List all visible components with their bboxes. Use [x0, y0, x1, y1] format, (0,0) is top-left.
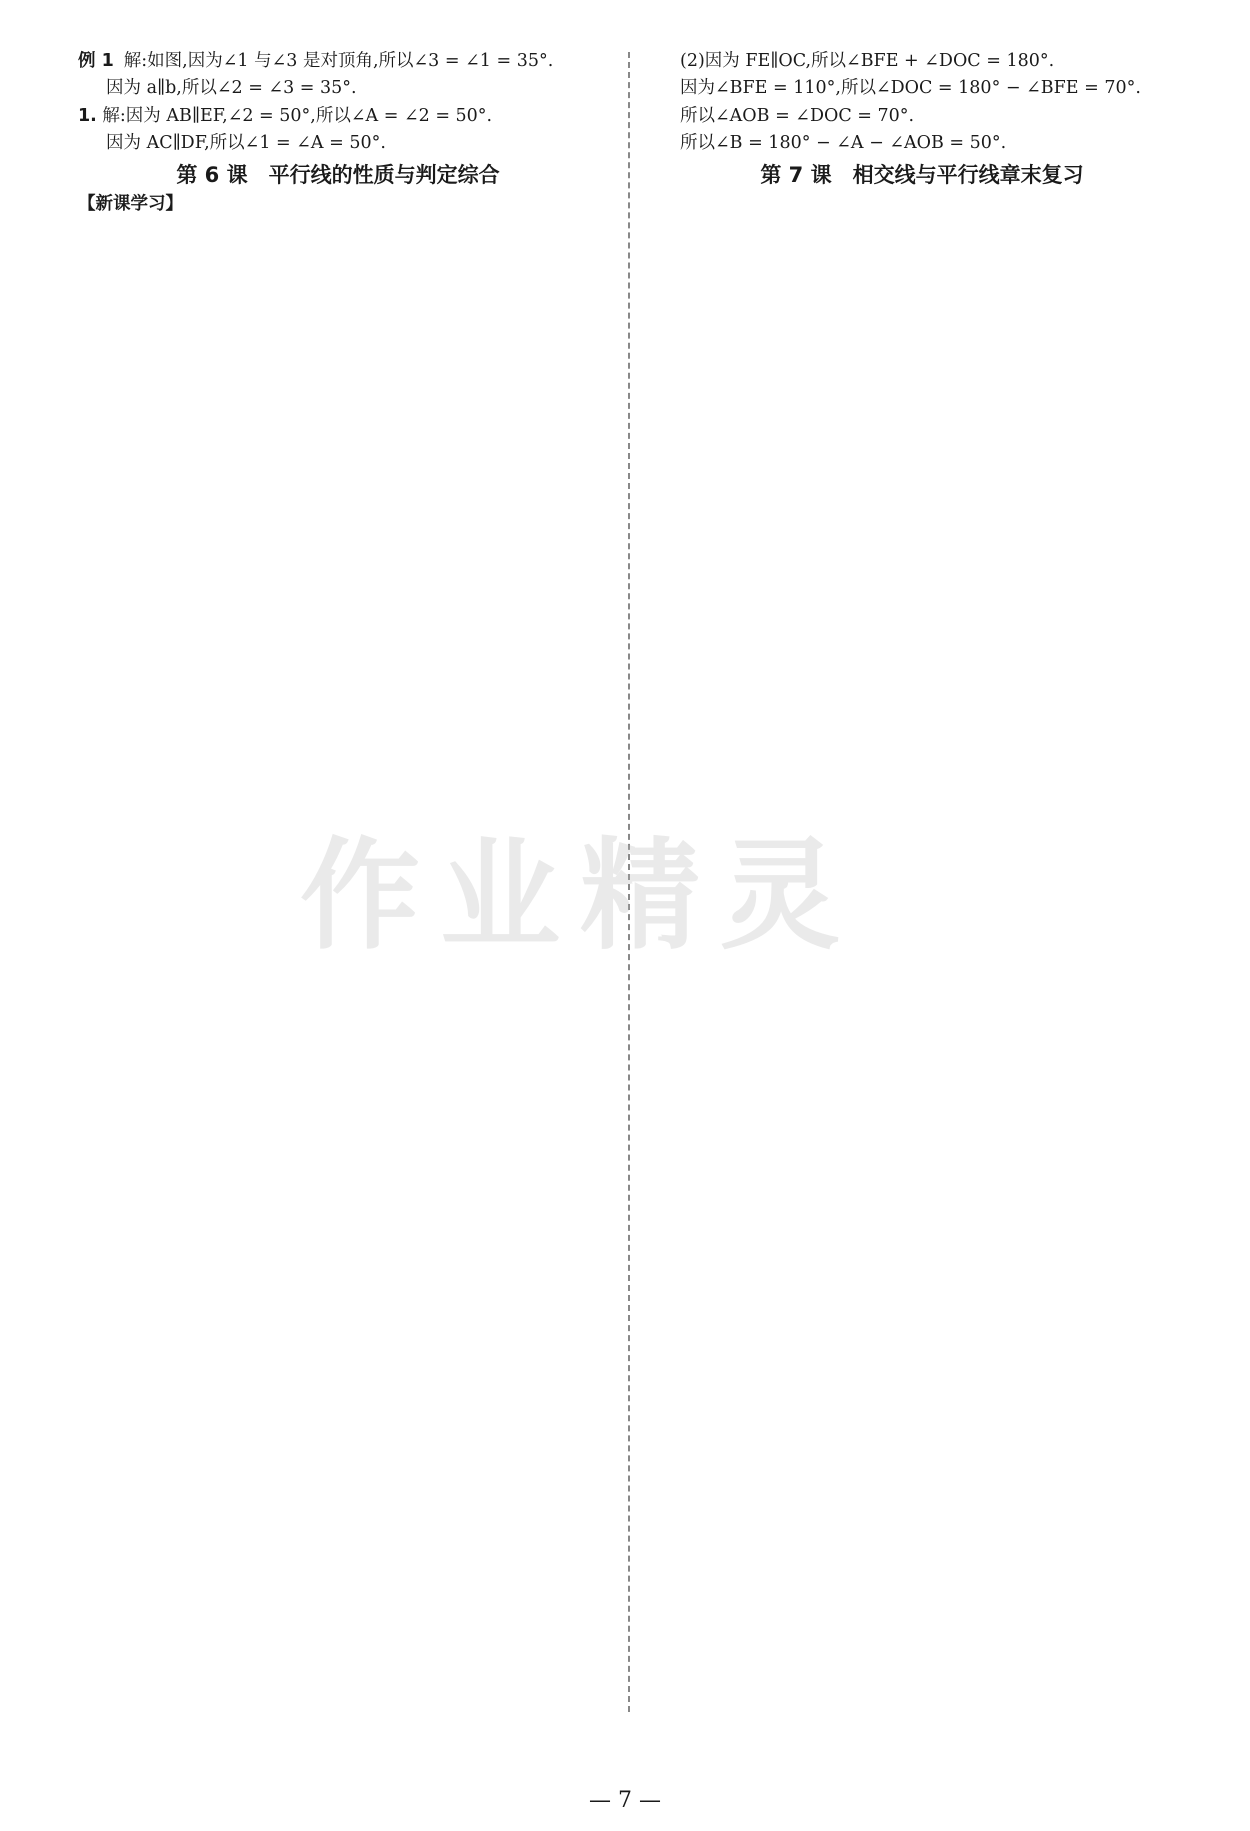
watermark: 作业精灵	[300, 827, 860, 966]
right-column: (2)因为 FE∥OC,所以∠BFE + ∠DOC = 180°. 因为∠BFE = 110°,所以∠DOC = 180° − ∠BFE = 70°. 所以∠AOB = ∠DOC = 70°. 所以∠B = 180° − ∠A − ∠AOB = 50°. 第 7 课 相交线与平行线章末复习	[680, 51, 1141, 187]
left-column: 例 1 解:如图,因为∠1 与∠3 是对顶角,所以∠3 = ∠1 = 35°. 因为 a∥b,所以∠2 = ∠3 = 35°. 1. 解:因为 AB∥EF,∠2 = 50°,所以∠A = ∠2 = 50°. 因为 AC∥DF,所以∠1 = ∠A = 50°. 第 6 课 平行线的性质与判定综合 【新课学习】	[78, 51, 554, 215]
column-divider	[628, 52, 630, 1712]
page-number: — 7 —	[589, 1788, 661, 1813]
